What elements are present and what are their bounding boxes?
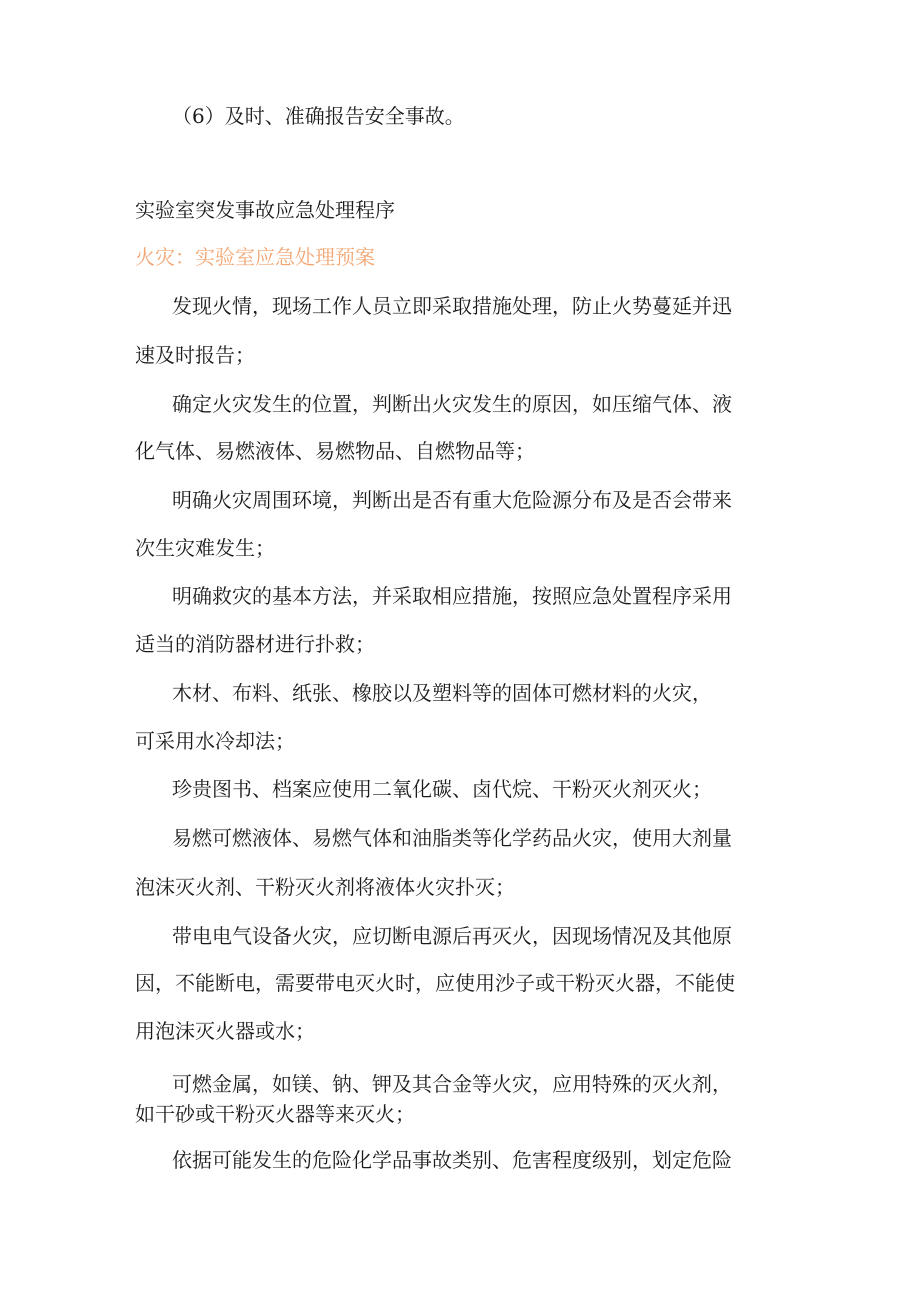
paragraph-line: 明确救灾的基本方法，并采取相应措施，按照应急处置程序采用	[172, 584, 732, 608]
paragraph-line: 可采用水冷却法；	[135, 729, 295, 753]
paragraph-line: 木材、布料、纸张、橡胶以及塑料等的固体可燃材料的火灾，	[172, 681, 712, 705]
paragraph-line: 易燃可燃液体、易燃气体和油脂类等化学药品火灾，使用大剂量	[172, 826, 732, 850]
paragraph-line: 适当的消防器材进行扑救；	[135, 632, 375, 656]
paragraph-line: 因，不能断电，需要带电灭火时，应使用沙子或干粉灭火器，不能使	[135, 971, 735, 995]
paragraph-line: 速及时报告；	[135, 343, 255, 367]
paragraph-line: 泡沫灭火剂、干粉灭火剂将液体火灾扑灭；	[135, 875, 515, 899]
paragraph-line: 珍贵图书、档案应使用二氧化碳、卤代烷、干粉灭火剂灭火；	[172, 777, 712, 801]
paragraph-line: 可燃金属，如镁、钠、钾及其合金等火灾，应用特殊的灭火剂，	[172, 1072, 732, 1096]
paragraph-line: 发现火情，现场工作人员立即采取措施处理，防止火势蔓延并迅	[172, 294, 732, 318]
section-title: 实验室突发事故应急处理程序	[135, 198, 395, 222]
list-item-6: （6）及时、准确报告安全事故。	[172, 104, 465, 128]
paragraph-line: 如干砂或干粉灭火器等来灭火；	[135, 1102, 415, 1126]
paragraph-line: 明确火灾周围环境，判断出是否有重大危险源分布及是否会带来	[172, 488, 732, 512]
paragraph-line: 依据可能发生的危险化学品事故类别、危害程度级别，划定危险	[172, 1148, 732, 1172]
paragraph-line: 化气体、易燃液体、易燃物品、自燃物品等；	[135, 439, 535, 463]
paragraph-line: 用泡沫灭火器或水；	[135, 1019, 315, 1043]
paragraph-line: 次生灾难发生；	[135, 536, 275, 560]
paragraph-line: 确定火灾发生的位置，判断出火灾发生的原因，如压缩气体、液	[172, 392, 732, 416]
paragraph-line: 带电电气设备火灾，应切断电源后再灭火，因现场情况及其他原	[172, 924, 732, 948]
subsection-title: 火灾：实验室应急处理预案	[135, 245, 375, 269]
